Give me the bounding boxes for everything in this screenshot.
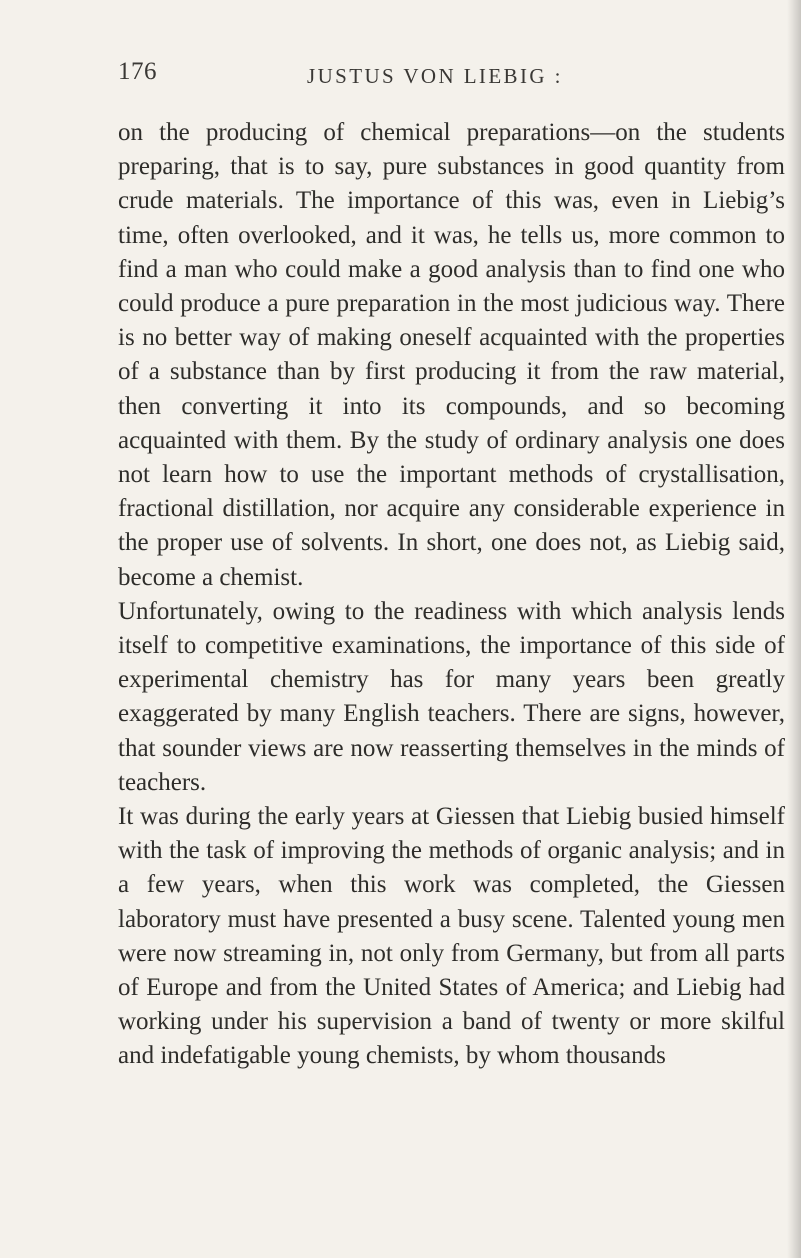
paragraph-2: Unfortunately, owing to the readiness with which analysis lends itself to competitive examinations, the importance of this side of experimental chemistry has for many years been greatly exaggerated by many English teachers. There are signs, however, that sounder views are now reasserting themselves in the minds of teachers. [118,597,785,796]
page-edge-shadow [787,0,801,1258]
paragraph-1: on the producing of chemical preparations—on the students preparing, that is to say, pure substances in good quantity from crude materials. The importance of this was, even in Liebig’s time, often overlooked, and it was, he tells us, more common to find a man who could make a good analysis than to find one who could produce a pure preparation in the most judicious way. There is no better way of making oneself acquainted with the properties of a substance than by first producing it from the raw material, then converting it into its compounds, and so becoming acquainted with them. By the study of ordinary analysis one does not learn how to use the important methods of crystallisation, fractional distillation, nor acquire any considerable experience in the proper use of solvents. In short, one does not, as Liebig said, become a chemist. [118,119,785,591]
body-text [118,116,785,1074]
page-number: 176 [118,58,157,85]
paragraph-3: It was during the early years at Giessen that Liebig busied himself with the task of improving the methods of organic analysis; and in a few years, when this work was completed, the Giessen laboratory must have presented a busy scene. Talented young men were now streaming in, not only from Germany, but from all parts of Europe and from the United States of America; and Liebig had working under his supervision a band of twenty or more skilful and indefatigable young chemists, by whom thousands [118,803,785,1070]
running-head: JUSTUS VON LIEBIG : [307,64,563,88]
